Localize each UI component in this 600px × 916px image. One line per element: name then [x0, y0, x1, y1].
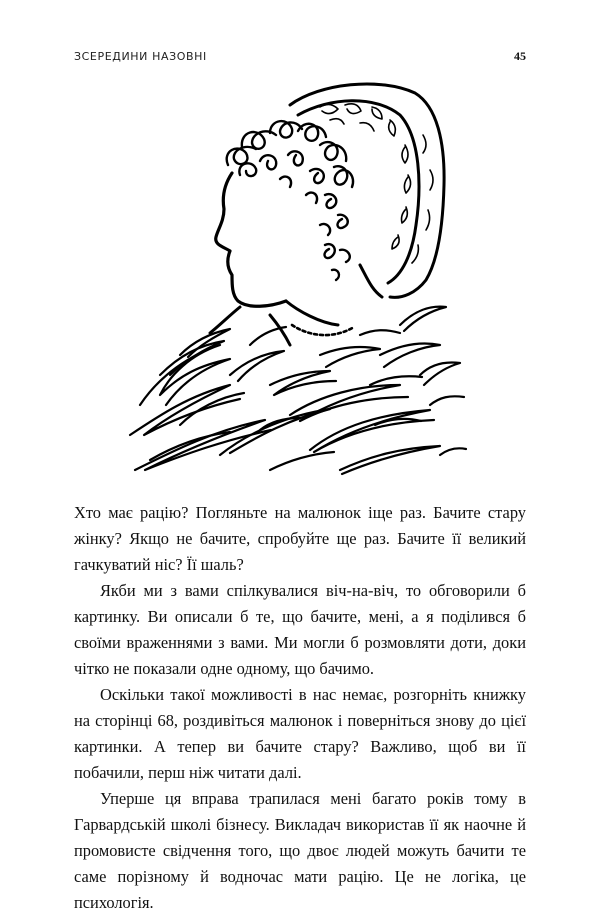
old-young-woman-illusion-drawing — [120, 75, 470, 480]
paragraph-1: Хто має рацію? Погляньте на малюнок іще раз. Бачите стару жінку? Якщо не бачите, спробуйте ще раз. Бачите її великий гачкуватий ніс? Її шаль? — [74, 503, 526, 574]
body-text — [74, 500, 526, 916]
face-profile — [216, 173, 286, 306]
paragraph-2: Якби ми з вами спілкувалися віч-на-віч, то обговорили б картинку. Ви описали б те, що бачите, мені, а я поділився б своїми враженнями з вами. Ми могли б розмовляти доти, доки чітко не показали одне одному, що бачимо. — [74, 581, 526, 678]
paragraph-4: Уперше ця вправа трапилася мені багато років тому в Гарвардській школі бізнесу. Викладач використав її як наочне й промовисте свідчення того, що двоє людей можуть бачити те саме порізному й водночас мати рацію. Це не логіка, це психологія. — [74, 789, 526, 912]
necklace — [292, 325, 354, 335]
hair-curls — [227, 121, 353, 280]
running-title: ЗСЕРЕДИНИ НАЗОВНІ — [74, 50, 207, 63]
fur-coat — [130, 307, 466, 474]
paragraph-3: Оскільки такої можливості в нас немає, розгорніть книжку на сторінці 68, роздивіться малюнок і поверніться знову до цієї картинки. А тепер ви бачите стару? Важливо, щоб ви її побачили, перш ніж читати далі. — [74, 685, 526, 782]
page-number: 45 — [514, 49, 526, 63]
neck-line — [286, 301, 338, 325]
headscarf-lower-edge — [360, 265, 382, 297]
headscarf-outline — [290, 84, 444, 297]
